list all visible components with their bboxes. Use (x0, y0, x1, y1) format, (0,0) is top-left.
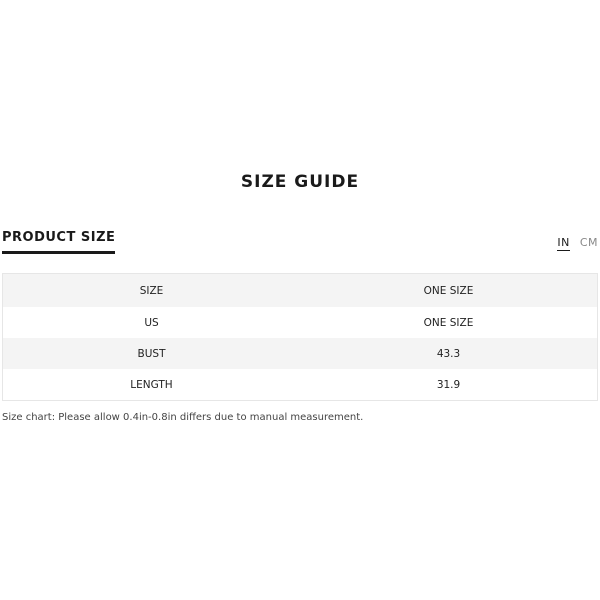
row-value: ONE SIZE (423, 316, 474, 329)
tab-product-size[interactable]: PRODUCT SIZE (2, 230, 115, 254)
row-value: ONE SIZE (300, 274, 597, 308)
table-row (3, 338, 598, 369)
row-label: US (144, 316, 159, 329)
size-tab-bar (0, 230, 600, 260)
unit-cm-toggle[interactable]: CM (579, 236, 598, 249)
table-row (3, 369, 598, 401)
row-value: 31.9 (436, 378, 461, 391)
table-row (3, 307, 598, 338)
row-value: 43.3 (300, 338, 597, 369)
unit-inch-toggle[interactable]: IN (557, 236, 570, 249)
table-row (3, 274, 598, 308)
page-title: SIZE GUIDE (240, 172, 360, 192)
unit-switcher (557, 236, 598, 251)
row-label: SIZE (3, 274, 301, 308)
row-label: LENGTH (130, 378, 173, 391)
size-table (2, 273, 598, 401)
measurement-note: Size chart: Please allow 0.4in-0.8in differs due to manual measurement. (2, 412, 364, 423)
row-label: BUST (3, 338, 301, 369)
